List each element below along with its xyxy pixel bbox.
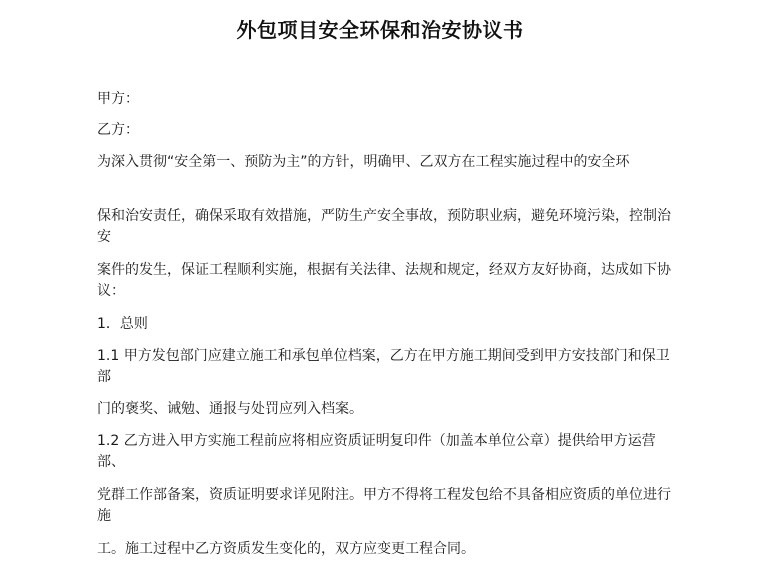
clause-1-1-paragraph-1: 1.1 甲方发包部门应建立施工和承包单位档案，乙方在甲方施工期间受到甲方安技部门和保卫部 <box>97 348 670 385</box>
preamble-paragraph-3: 案件的发生，保证工程顺利实施，根据有关法律、法规和规定，经双方友好协商，达成如下协议： <box>97 262 671 299</box>
party-a-line: 甲方： <box>97 91 139 107</box>
section-heading-general: 1．总则 <box>97 316 148 332</box>
preamble-paragraph-1: 为深入贯彻“安全第一、预防为主”的方针，明确甲、乙双方在工程实施过程中的安全环 <box>97 154 630 170</box>
clause-1-2-paragraph-3: 工。施工过程中乙方资质发生变化的，双方应变更工程合同。 <box>97 541 475 557</box>
clause-1-1-paragraph-2: 门的褒奖、诫勉、通报与处罚应列入档案。 <box>97 401 363 417</box>
document-title: 外包项目安全环保和治安协议书 <box>236 18 524 42</box>
preamble-paragraph-2: 保和治安责任，确保采取有效措施，严防生产安全事故，预防职业病，避免环境污染，控制治安 <box>97 208 671 245</box>
clause-1-2-paragraph-2: 党群工作部备案，资质证明要求详见附注。甲方不得将工程发包给不具备相应资质的单位进行施 <box>97 487 671 524</box>
clause-1-2-paragraph-1: 1.2 乙方进入甲方实施工程前应将相应资质证明复印件（加盖本单位公章）提供给甲方运营部、 <box>97 433 656 470</box>
party-b-line: 乙方： <box>97 122 139 138</box>
